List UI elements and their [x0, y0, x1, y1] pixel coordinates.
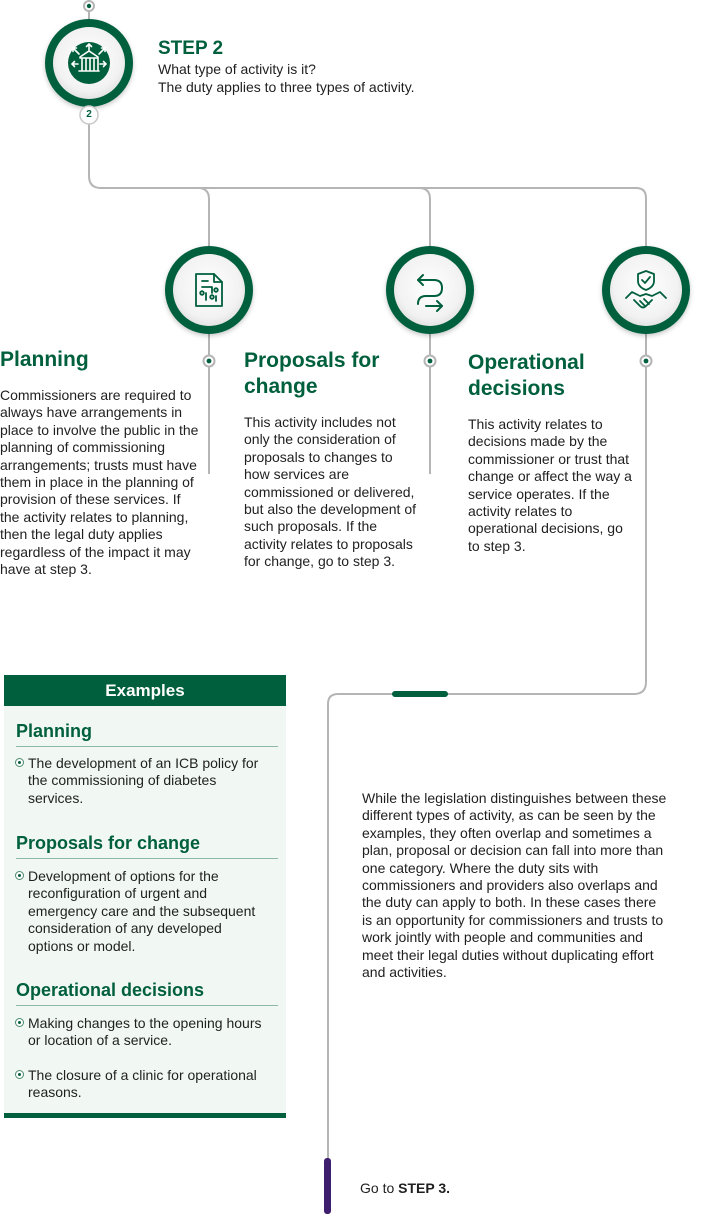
- step-description: The duty applies to three types of activity.: [158, 79, 415, 95]
- proposals-title: Proposals for change: [244, 349, 380, 398]
- goto-prefix: Go to: [360, 1180, 399, 1196]
- examples-header: Examples: [4, 675, 286, 706]
- step-title: STEP 2: [158, 38, 224, 59]
- goto-target: STEP 3.: [398, 1180, 451, 1196]
- flow-terminal-bar: [324, 1158, 331, 1214]
- bullet-icon: [15, 1018, 24, 1027]
- examples-divider: [16, 858, 278, 859]
- branch-proposals: [419, 188, 430, 248]
- examples-operational-title: Operational decisions: [16, 980, 205, 1000]
- step-badge-number: 2: [86, 109, 92, 120]
- list-item: Making changes to the opening hours or location of a service.: [28, 1015, 268, 1050]
- step-icon-circle: [45, 19, 133, 107]
- step-question: What type of activity is it?: [158, 61, 316, 77]
- examples-divider: [16, 1005, 278, 1006]
- operational-title: Operational decisions: [468, 351, 585, 400]
- branch-planning: [198, 188, 209, 248]
- planning-body: Commissioners are required to always have arrangements in place to involve the public in the planning of commissioning arrangements; trusts must have them in place in the planning of provision of these services. If the activity relates to planning, then the legal duty applies regardless of the impact it may have at step 3.: [0, 387, 199, 578]
- proposals-body: This activity includes not only the consideration of proposals to changes to how services are commissioned or delivered, but also the development of such proposals. If the activity relates to proposals for change, go to step 3.: [244, 414, 417, 570]
- summary-text: While the legislation distinguishes between these different types of activity, as can be seen by the examples, they often overlap and sometimes a plan, proposal or decision can fall into more than one category. Where the duty sits with commissioners and providers also overlaps and the duty can apply to both. In these cases there is an opportunity for commissioners and trusts to work jointly with people and communities and meet their legal duties without duplicating effort and activities.: [362, 790, 667, 981]
- planning-node: [204, 356, 215, 367]
- list-item: The development of an ICB policy for the commissioning of diabetes services.: [28, 755, 268, 807]
- operational-body: This activity relates to decisions made by the commissioner or trust that change or affect the way a service operates. If the activity relates to operational decisions, go to step 3.: [468, 416, 632, 554]
- examples-planning-title: Planning: [16, 721, 92, 741]
- step-subtitle: [158, 60, 415, 96]
- bullet-icon: [15, 871, 24, 880]
- examples-panel: [4, 675, 286, 1118]
- planning-icon-circle: [165, 246, 253, 334]
- examples-proposals-title: Proposals for change: [16, 833, 201, 853]
- proposals-icon-circle: [386, 246, 474, 334]
- planning-title: Planning: [0, 348, 89, 371]
- bullet-icon: [15, 1070, 24, 1079]
- operational-icon-circle: [602, 246, 690, 334]
- list-item: Development of options for the reconfiguration of urgent and emergency care and the subsequent consideration of any developed options or model.: [28, 868, 268, 955]
- bullet-icon: [15, 758, 24, 767]
- goto-step-3[interactable]: [360, 1180, 450, 1196]
- flow-accent-bar: [392, 691, 448, 697]
- operational-node: [641, 356, 652, 367]
- examples-footer-bar: [4, 1113, 286, 1118]
- examples-divider: [16, 746, 278, 747]
- proposals-node: [425, 356, 436, 367]
- list-item: The closure of a clinic for operational reasons.: [28, 1067, 268, 1102]
